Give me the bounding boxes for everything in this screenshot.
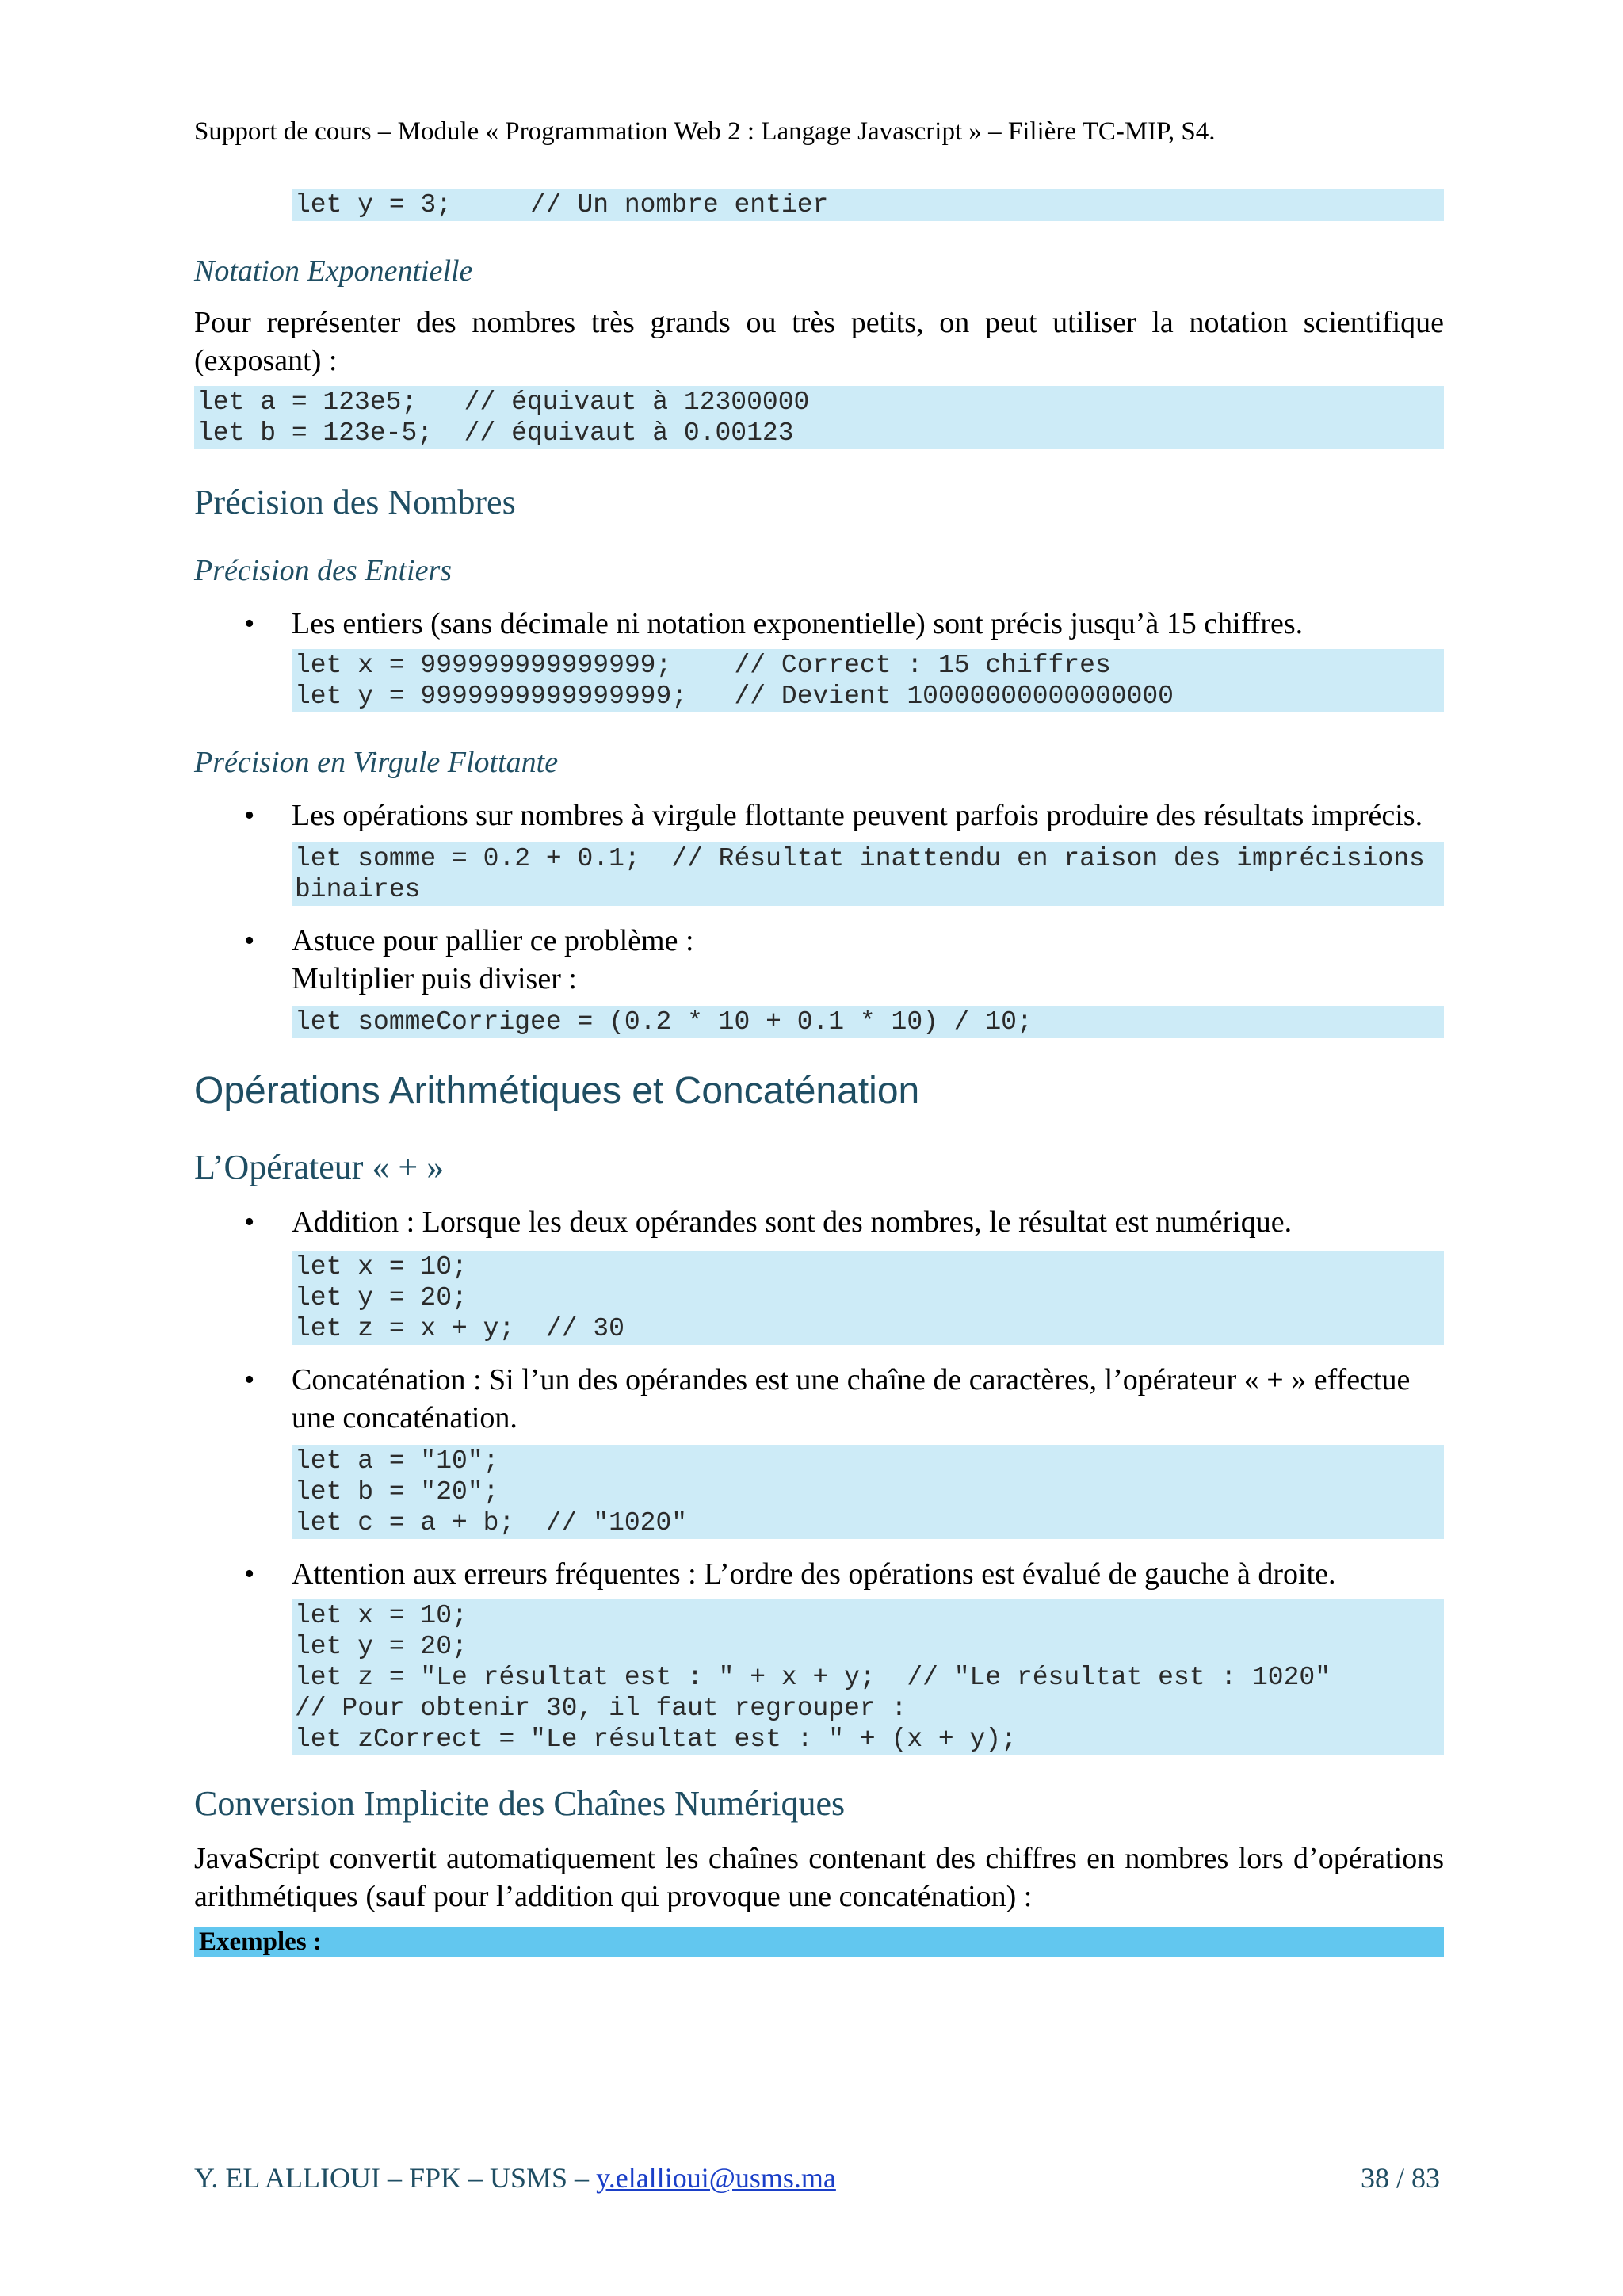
bullet-text: Addition : Lorsque les deux opérandes sont des nombres, le résultat est numérique. — [292, 1205, 1293, 1239]
exemples-bar: Exemples : — [194, 1927, 1444, 1957]
bullet-dot: • — [244, 1557, 255, 1591]
paragraph-notation: Pour représenter des nombres très grands ou très petits, on peut utiliser la notation scientifique (exposant) : — [194, 306, 1444, 377]
code-block-exponent: let a = 123e5; // équivaut à 12300000 let b = 123e-5; // équivaut à 0.00123 — [194, 386, 1444, 449]
heading-conversion-implicite: Conversion Implicite des Chaînes Numériques — [194, 1784, 846, 1823]
code-block-astuce: let sommeCorrigee = (0.2 * 10 + 0.1 * 10) / 10; — [292, 1006, 1444, 1038]
footer-author: Y. EL ALLIOUI – FPK – USMS – — [194, 2162, 597, 2194]
footer-email-link[interactable]: y.elallioui@usms.ma — [596, 2162, 836, 2194]
bullet-addition — [194, 1203, 1444, 1241]
code-block-addition: let x = 10; let y = 20; let z = x + y; // 30 — [292, 1251, 1444, 1345]
bullet-dot: • — [244, 799, 255, 832]
bullet-text: Attention aux erreurs fréquentes : L’ordre des opérations est évalué de gauche à droite. — [292, 1557, 1336, 1591]
bullet-dot: • — [244, 1363, 255, 1396]
page-header: Support de cours – Module « Programmation Web 2 : Langage Javascript » – Filière TC-MIP, S4. — [194, 117, 1216, 146]
bullet-astuce — [194, 922, 1444, 998]
page-footer — [194, 2160, 1440, 2195]
heading-precision-entiers: Précision des Entiers — [194, 554, 453, 587]
code-block-integer: let y = 3; // Un nombre entier — [292, 189, 1444, 221]
bullet-dot: • — [244, 924, 255, 957]
bullet-text-line2: Multiplier puis diviser : — [292, 962, 577, 995]
page-number: 38 / 83 — [1360, 2162, 1440, 2194]
code-block-attention: let x = 10; let y = 20; let z = "Le résultat est : " + x + y; // "Le résultat est : 1020" // Pour obtenir 30, il faut regrouper : let zCorrect = "Le résultat est : " + (x + y); — [292, 1599, 1444, 1755]
bullet-text-line1: Astuce pour pallier ce problème : — [292, 924, 694, 957]
bullet-text: Concaténation : Si l’un des opérandes est une chaîne de caractères, l’opérateur « + » effectue une concaténation. — [292, 1363, 1411, 1435]
bullet-virgule-flottante — [194, 797, 1444, 835]
bullet-attention — [194, 1555, 1444, 1593]
heading-notation-exponentielle: Notation Exponentielle — [194, 254, 473, 288]
code-block-concatenation: let a = "10"; let b = "20"; let c = a + b; // "1020" — [292, 1445, 1444, 1539]
paragraph-conversion: JavaScript convertit automatiquement les chaînes contenant des chiffres en nombres lors d’opérations arithmétiques (sauf pour l’addition qui provoque une concaténation) : — [194, 1842, 1444, 1913]
bullet-text: Les opérations sur nombres à virgule flottante peuvent parfois produire des résultats imprécis. — [292, 799, 1423, 832]
code-block-entiers: let x = 999999999999999; // Correct : 15 chiffres let y = 9999999999999999; // Devient 10000000000000000 — [292, 649, 1444, 712]
heading-virgule-flottante: Précision en Virgule Flottante — [194, 746, 559, 779]
bullet-text: Les entiers (sans décimale ni notation exponentielle) sont précis jusqu’à 15 chiffres. — [292, 607, 1304, 640]
heading-precision-nombres: Précision des Nombres — [194, 483, 516, 521]
heading-operateur-plus: L’Opérateur « + » — [194, 1148, 445, 1186]
page-content — [194, 189, 1444, 1957]
bullet-precision-entiers — [194, 605, 1444, 643]
heading-operations-arithmetiques: Opérations Arithmétiques et Concaténation — [194, 1070, 920, 1112]
bullet-concatenation — [194, 1361, 1444, 1437]
bullet-dot: • — [244, 1205, 255, 1239]
bullet-dot: • — [244, 607, 255, 640]
code-block-flottante: let somme = 0.2 + 0.1; // Résultat inattendu en raison des imprécisions binaires — [292, 842, 1444, 906]
